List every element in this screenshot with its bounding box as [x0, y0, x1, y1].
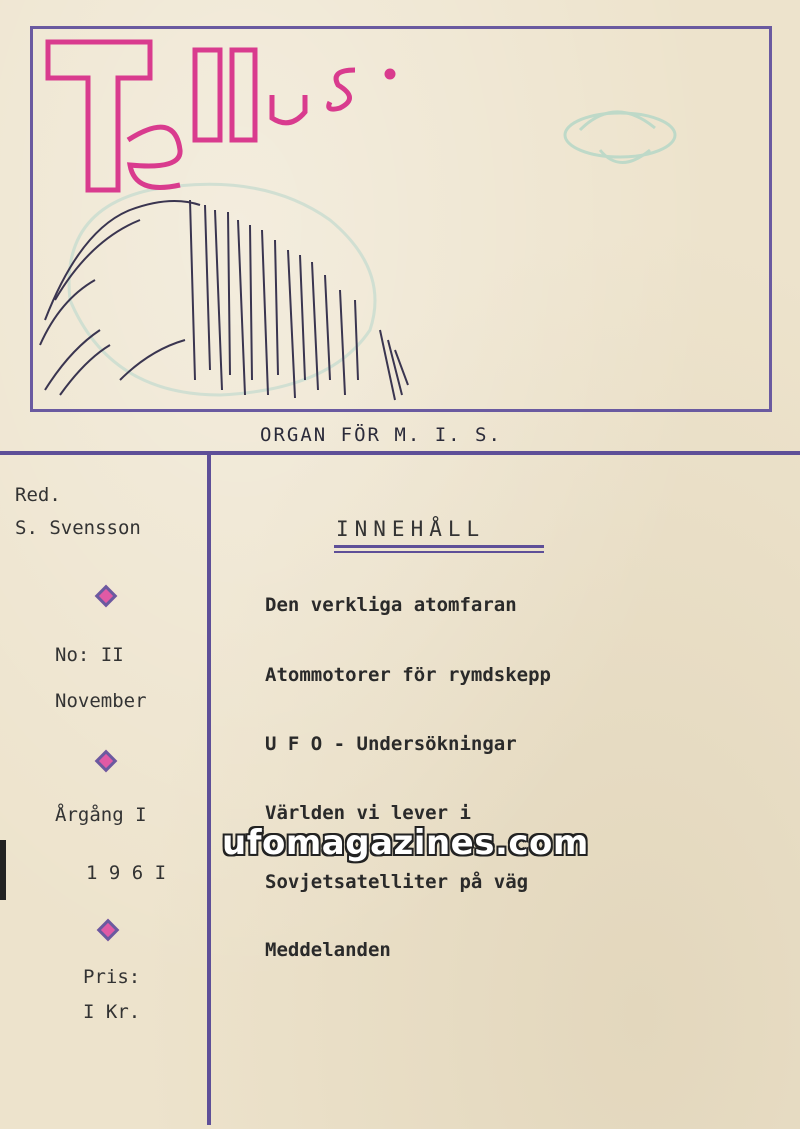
issue-year: 1 9 6 I [86, 862, 167, 884]
contents-item: Sovjetsatelliter på väg [265, 871, 529, 893]
ufo-sketch-icon [565, 112, 675, 163]
editor-label: Red. [15, 484, 61, 506]
contents-heading: INNEHÅLL [336, 517, 486, 541]
issue-month: November [55, 690, 147, 712]
scribble-hill-icon [40, 200, 408, 400]
heading-underline [334, 551, 544, 553]
organ-subtitle: ORGAN FÖR M. I. S. [260, 424, 502, 446]
price-value: I Kr. [83, 1001, 141, 1023]
column-divider [207, 455, 211, 1125]
contents-item: Meddelanden [265, 939, 391, 961]
binding-hole [0, 840, 6, 900]
volume-label: Årgång I [55, 804, 147, 826]
title-lettering [48, 42, 393, 190]
contents-item: Den verkliga atomfaran [265, 594, 517, 616]
issue-number: No: II [55, 644, 124, 666]
heading-underline [334, 545, 544, 548]
contents-item: Atommotorer för rymdskepp [265, 664, 551, 686]
masthead-illustration [0, 0, 800, 420]
organ-divider [0, 451, 800, 455]
contents-item: Världen vi lever i [265, 802, 471, 824]
price-label: Pris: [83, 966, 141, 988]
watermark-text: ufomagazines.com [222, 823, 589, 863]
editor-name: S. Svensson [15, 517, 141, 539]
contents-item: U F O - Undersökningar [265, 733, 517, 755]
